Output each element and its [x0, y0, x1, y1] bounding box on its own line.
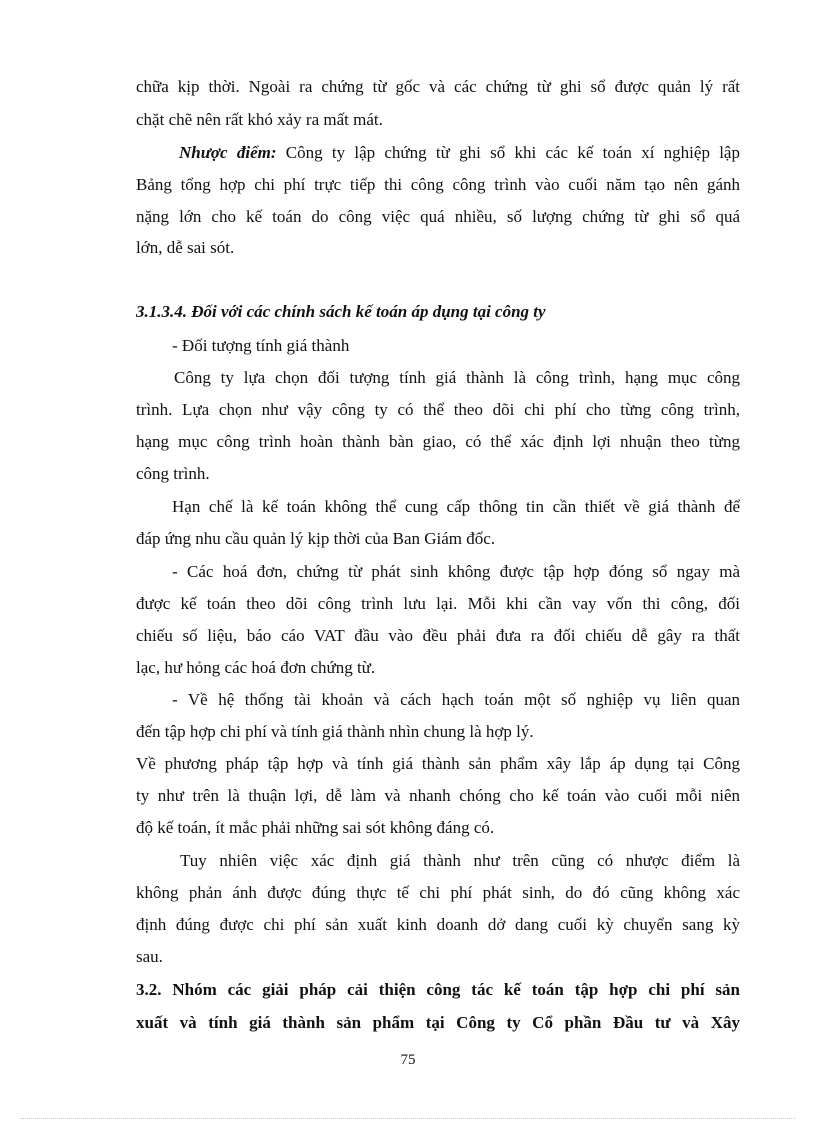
page-border: [20, 1118, 796, 1119]
text-line: không phản ánh được đúng thực tế chi phí phát sinh, do đó cũng không xác: [136, 883, 740, 902]
text-line: đến tập hợp chi phí và tính giá thành nhìn chung là hợp lý.: [136, 722, 534, 741]
text-line: hạng mục công trình hoàn thành bàn giao, có thể xác định lợi nhuận theo từng: [136, 432, 740, 451]
text-line: Công ty lựa chọn đối tượng tính giá thành là công trình, hạng mục công: [174, 368, 740, 387]
label-nhuoc-diem: Nhược điểm:: [179, 143, 277, 162]
text-line: Hạn chế là kế toán không thể cung cấp thông tin cần thiết về giá thành để: [172, 497, 740, 516]
text-line: công trình.: [136, 464, 210, 483]
text-line: nặng lớn cho kế toán do công việc quá nhiều, số lượng chứng từ ghi sổ quá: [136, 207, 740, 226]
text-line: - Đối tượng tính giá thành: [172, 336, 350, 355]
text-span: Công ty lập chứng từ ghi sổ khi các kế toán xí nghiệp lập: [285, 143, 740, 162]
text-line: trình. Lựa chọn như vậy công ty có thể theo dõi chi phí cho từng công trình,: [136, 400, 740, 419]
page-number: 75: [400, 1052, 416, 1068]
text-line: Bảng tổng hợp chi phí trực tiếp thi công công trình vào cuối năm tạo nên gánh: [136, 175, 740, 194]
text-line: lạc, hư hỏng các hoá đơn chứng từ.: [136, 658, 376, 677]
text-line: - Các hoá đơn, chứng từ phát sinh không được tập hợp đóng sổ ngay mà: [172, 562, 740, 581]
text-line: sau.: [136, 947, 163, 966]
text-line: chiếu số liệu, báo cáo VAT đầu vào đều phải đưa ra đối chiếu dễ gây ra thất: [136, 626, 740, 645]
text-line: chữa kịp thời. Ngoài ra chứng từ gốc và các chứng từ ghi sổ được quản lý rất: [136, 77, 740, 96]
text-line: đáp ứng nhu cầu quản lý kịp thời của Ban Giám đốc.: [136, 529, 496, 548]
text-line: chặt chẽ nên rất khó xảy ra mất mát.: [136, 110, 383, 129]
section-heading: 3.2. Nhóm các giải pháp cải thiện công tác kế toán tập hợp chi phí sản: [136, 980, 740, 999]
section-heading-cont: xuất và tính giá thành sản phẩm tại Công ty Cổ phần Đầu tư và Xây: [136, 1013, 740, 1032]
text-line: định đúng được chi phí sản xuất kinh doanh dở dang cuối kỳ chuyển sang kỳ: [136, 915, 740, 934]
text-line: - Về hệ thống tài khoản và cách hạch toán một số nghiệp vụ liên quan: [172, 690, 740, 709]
text-line: Tuy nhiên việc xác định giá thành như trên cũng có nhược điểm là: [180, 851, 740, 870]
section-heading: 3.1.3.4. Đối với các chính sách kế toán áp dụng tại công ty: [136, 302, 546, 321]
text-line: ty như trên là thuận lợi, dễ làm và nhanh chóng cho kế toán vào cuối mỗi niên: [136, 786, 740, 805]
text-line: [179, 137, 740, 169]
text-line: Về phương pháp tập hợp và tính giá thành sản phẩm xây lắp áp dụng tại Công: [136, 754, 740, 773]
text-line: lớn, dễ sai sót.: [136, 238, 235, 257]
text-line: được kế toán theo dõi công trình lưu lại. Mỗi khi cần vay vốn thi công, đối: [136, 594, 740, 613]
text-line: độ kế toán, ít mắc phải những sai sót không đáng có.: [136, 818, 495, 837]
